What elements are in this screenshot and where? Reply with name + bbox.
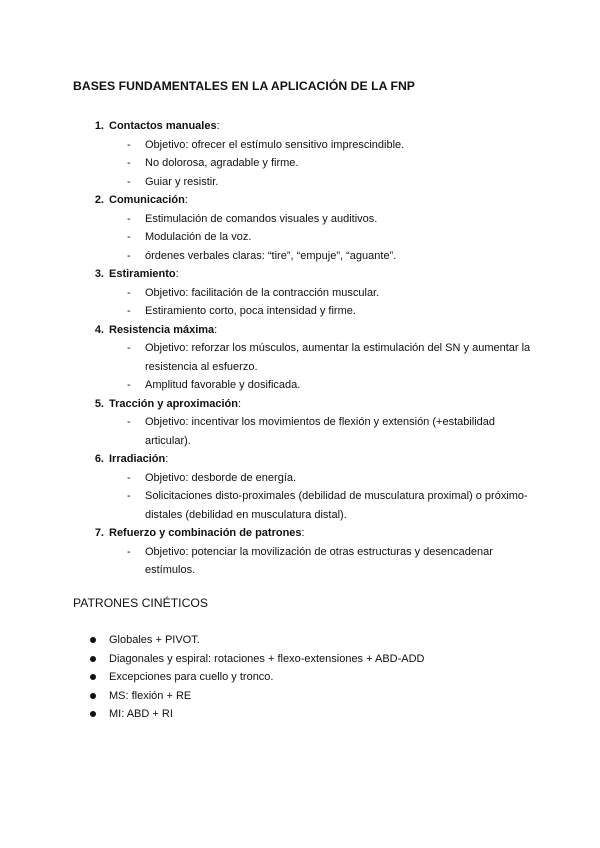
section-title: PATRONES CINÉTICOS	[73, 596, 208, 610]
dash-marker: -	[127, 545, 131, 558]
item-colon: :	[175, 268, 179, 280]
dash-marker: -	[127, 416, 131, 428]
item-title: Resistencia máxima	[109, 323, 215, 336]
sub-item-text: Estimulación de comandos visuales y auditivos.	[145, 212, 378, 225]
sub-item	[0, 247, 600, 266]
bullet-item	[0, 650, 600, 669]
numbered-list	[0, 117, 600, 580]
sub-list	[0, 469, 600, 525]
item-colon: :	[214, 323, 218, 336]
sub-item-text: órdenes verbales claras: “tire”, “empuje”, “aguante”.	[145, 249, 397, 262]
sub-item	[0, 210, 600, 229]
item-colon: :	[301, 527, 305, 539]
bullet-text: Diagonales y espiral: rotaciones + flexo-extensiones + ABD-ADD	[109, 652, 425, 665]
dash-marker: -	[127, 249, 131, 262]
sub-list	[0, 413, 600, 450]
sub-item-text: Solicitaciones disto-proximales (debilidad de musculatura proximal) o próximo-distales (debilidad en musculatura distal).	[145, 490, 528, 521]
sub-item-text: No dolorosa, agradable y firme.	[145, 157, 299, 169]
dash-marker: -	[127, 490, 131, 502]
item-number: 3.	[94, 268, 104, 280]
list-item	[0, 191, 600, 265]
bullet-dot-icon	[90, 693, 96, 699]
item-number: 4.	[94, 323, 104, 336]
dash-marker: -	[127, 212, 131, 225]
list-item	[0, 450, 600, 524]
sub-list	[0, 543, 600, 580]
sub-item	[0, 302, 600, 321]
bullet-text: MI: ABD + RI	[109, 708, 173, 720]
item-colon: :	[238, 397, 242, 410]
bullet-dot-icon	[90, 711, 96, 717]
dash-marker: -	[127, 379, 131, 391]
list-item	[0, 321, 600, 395]
item-number: 1.	[94, 120, 104, 132]
item-number: 5.	[94, 397, 104, 410]
sub-item-text: Objetivo: incentivar los movimientos de flexión y extensión (+estabilidad articular).	[145, 416, 496, 447]
sub-item-text: Estiramiento corto, poca intensidad y firme.	[145, 305, 356, 317]
item-title: Tracción y aproximación	[109, 397, 238, 410]
item-number: 7.	[94, 527, 104, 539]
dash-marker: -	[127, 175, 131, 188]
bullet-item	[0, 705, 600, 724]
sub-item	[0, 469, 600, 488]
dash-marker: -	[127, 231, 131, 243]
sub-item	[0, 228, 600, 247]
bullet-list	[0, 631, 600, 724]
sub-list	[0, 136, 600, 192]
bullet-text: Excepciones para cuello y tronco.	[109, 671, 274, 683]
sub-item-text: Amplitud favorable y dosificada.	[145, 379, 301, 391]
sub-item	[0, 487, 600, 524]
sub-item	[0, 543, 600, 580]
sub-list	[0, 210, 600, 266]
bullet-dot-icon	[90, 674, 96, 680]
item-title: Comunicación	[109, 194, 185, 206]
sub-item-text: Objetivo: potenciar la movilización de otras estructuras y desencadenar estímulos.	[145, 545, 493, 576]
bullet-item	[0, 687, 600, 706]
bullet-dot-icon	[90, 637, 96, 643]
page-title: BASES FUNDAMENTALES EN LA APLICACIÓN DE LA FNP	[73, 79, 415, 93]
item-title: Irradiación	[109, 453, 166, 465]
dash-marker: -	[127, 138, 131, 151]
sub-item	[0, 339, 600, 376]
sub-item	[0, 136, 600, 155]
item-number: 6.	[94, 453, 104, 465]
sub-item	[0, 173, 600, 192]
sub-item	[0, 154, 600, 173]
bullet-item	[0, 668, 600, 687]
sub-item-text: Objetivo: reforzar los músculos, aumentar la estimulación del SN y aumentar la resistencia al esfuerzo.	[145, 342, 531, 373]
item-colon: :	[184, 194, 188, 206]
sub-item-text: Objetivo: ofrecer el estímulo sensitivo imprescindible.	[145, 138, 405, 151]
bullet-text: MS: flexión + RE	[109, 689, 192, 702]
item-title: Estiramiento	[109, 268, 176, 280]
dash-marker: -	[127, 305, 131, 317]
sub-item	[0, 376, 600, 395]
item-title: Refuerzo y combinación de patrones	[109, 527, 302, 539]
list-item	[0, 524, 600, 580]
dash-marker: -	[127, 471, 131, 484]
item-colon: :	[216, 120, 220, 132]
list-item	[0, 395, 600, 451]
item-number: 2.	[94, 194, 104, 206]
sub-list	[0, 284, 600, 321]
sub-item-text: Objetivo: facilitación de la contracción muscular.	[145, 286, 380, 299]
bullet-item	[0, 631, 600, 650]
item-colon: :	[165, 453, 169, 465]
bullet-text: Globales + PIVOT.	[109, 634, 200, 646]
dash-marker: -	[127, 286, 131, 299]
bullet-dot-icon	[90, 656, 96, 662]
dash-marker: -	[127, 157, 131, 169]
sub-item-text: Modulación de la voz.	[145, 231, 252, 243]
sub-item	[0, 413, 600, 450]
sub-item	[0, 284, 600, 303]
item-title: Contactos manuales	[109, 120, 217, 132]
sub-item-text: Guiar y resistir.	[145, 175, 219, 188]
sub-list	[0, 339, 600, 395]
list-item	[0, 117, 600, 191]
list-item	[0, 265, 600, 321]
sub-item-text: Objetivo: desborde de energía.	[145, 471, 297, 484]
dash-marker: -	[127, 342, 131, 354]
